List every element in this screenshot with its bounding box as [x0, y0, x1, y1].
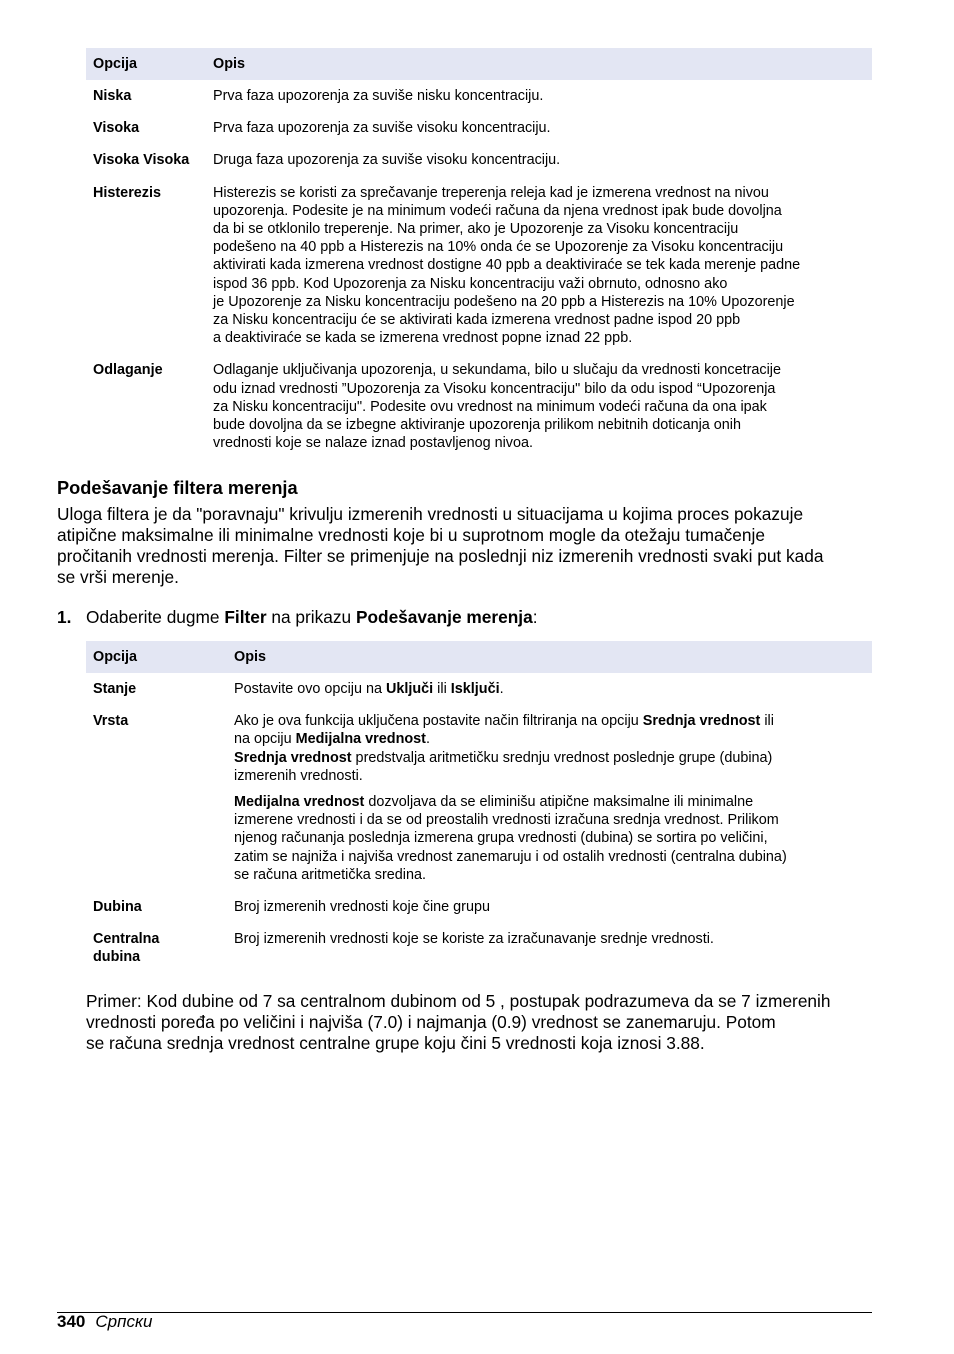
section-heading: Podešavanje filtera merenja: [57, 478, 298, 498]
intro-line: atipične maksimalne ili minimalne vrednosti koje bi u suprotnom mogle da otežaju tumačenje: [57, 525, 765, 545]
footer-divider: [57, 1312, 872, 1313]
column-header-option: Opcija: [86, 48, 206, 80]
description-line: bude dovoljna da se izbegne aktiviranje upozorenja prilikom nebitnih doticanja onih: [213, 417, 742, 434]
column-header-option: Opcija: [86, 641, 227, 673]
text-part: .: [499, 681, 504, 697]
option-name: Histerezis: [93, 184, 161, 201]
step-bold-screen: Podešavanje merenja: [355, 607, 533, 627]
bold-term: Medijalna vrednost: [295, 731, 426, 748]
column-header-description: Opis: [227, 641, 872, 673]
option-description: [227, 673, 872, 705]
option-description: Prva faza upozorenja za suviše nisku koncentraciju.: [213, 88, 544, 104]
intro-line: Uloga filtera je da "poravnaju" krivulju izmerenih vrednosti u situacijama u kojima proces pokazuje: [57, 504, 804, 524]
option-name: [86, 923, 227, 973]
example-line: vrednosti poređa po veličini i najviša (7.0) i najmanja (0.9) vrednost se zanemaruju. Potom: [86, 1012, 776, 1032]
option-name: Vrsta: [93, 713, 129, 730]
description-line: izmerene vrednosti i da se od preostalih vrednosti izračuna srednja vrednost. Prilikom: [234, 812, 779, 829]
option-name: Odlaganje: [93, 362, 163, 379]
table-row: [86, 891, 872, 923]
table-header-row: [86, 641, 872, 673]
description-line: Histerezis se koristi za sprečavanje treperenja releja kad je izmerena vrednost na nivou: [213, 184, 769, 201]
intro-line: pročitanih vrednosti merenja. Filter se primenjuje na poslednji niz izmerenih vrednosti svaki put kada: [57, 546, 824, 566]
option-name-line: dubina: [93, 949, 141, 966]
text-part: .: [425, 731, 430, 748]
bold-term: Srednja vrednost: [234, 749, 352, 766]
step-text: [86, 607, 538, 628]
step-bold-filter: Filter: [224, 607, 267, 627]
step-text-part: na prikazu: [266, 607, 356, 627]
bold-term: Isključi: [450, 681, 500, 697]
description-line: upozorenja. Podesite je na minimum vodeći računa da njena vrednost ipak bude dovoljna: [213, 202, 782, 219]
alarm-options-table: [86, 48, 872, 459]
option-name-line: Centralna: [93, 931, 160, 948]
description-line: njenog računanja poslednja izmerena grupa vrednosti (dubina) se sortira po veličini,: [234, 830, 768, 847]
description-line: je Upozorenje za Nisku koncentraciju podešeno na 20 ppb a Histerezis na 10% Upozorenje: [213, 293, 795, 310]
text-part: predstvalja aritmetičku srednju vrednost poslednje grupe (dubina): [351, 749, 773, 766]
description-line: da bi se otklonilo treperenje. Na primer, ako je Upozorenje za Visoku koncentraciju: [213, 221, 739, 238]
table-row: [86, 112, 872, 144]
option-description: [206, 354, 872, 459]
column-header-description: Opis: [206, 48, 872, 80]
example-paragraph: [86, 991, 876, 1054]
intro-line: se vrši merenje.: [57, 567, 179, 587]
example-line: se računa srednja vrednost centralne grupe koju čini 5 vrednosti koja iznosi 3.88.: [86, 1033, 705, 1053]
option-description: Prva faza upozorenja za suviše visoku koncentraciju.: [213, 120, 551, 137]
description-line: a deaktiviraće se kada se izmerena vrednost popne iznad 22 ppb.: [213, 330, 633, 347]
table-row: [86, 144, 872, 176]
option-name: Visoka: [93, 120, 140, 137]
table-row: [86, 80, 872, 112]
option-description: Broj izmerenih vrednosti koje čine grupu: [234, 899, 490, 916]
description-line: za Nisku koncentraciju će se aktivirati kada izmerena vrednost padne ispod 20 ppb: [213, 312, 741, 329]
table-row: [86, 354, 872, 459]
description-line: ispod 36 ppb. Kod Upozorenja za Nisku koncentraciju važi obrnuto, odnosno ako: [213, 275, 728, 292]
option-description: Broj izmerenih vrednosti koje se koriste za izračunavanje srednje vrednosti.: [234, 931, 714, 948]
description-paragraph: [234, 712, 864, 785]
example-line: Primer: Kod dubine od 7 sa centralnom dubinom od 5 , postupak podrazumeva da se 7 izmerenih: [86, 991, 831, 1011]
filter-options-table: [86, 641, 872, 974]
description-line: za Nisku koncentraciju". Podesite ovu vrednost na minimum vodeći računa da ona ipak: [213, 398, 767, 415]
bold-term: Uključi: [386, 681, 434, 697]
table-row: [86, 705, 872, 891]
text-part: dozvoljava da se eliminišu atipične maksimalne ili minimalne: [364, 794, 754, 811]
option-name: Visoka Visoka: [93, 152, 190, 169]
option-name: Niska: [93, 88, 132, 104]
step-number: 1.: [57, 607, 72, 627]
description-line: zatim se najniža i najviša vrednost zanemaruju i od ostalih vrednosti (centralna dubina): [234, 848, 787, 865]
page-footer: [57, 1312, 152, 1332]
option-description: [227, 705, 872, 891]
option-description: Druga faza upozorenja za suviše visoku koncentraciju.: [213, 152, 561, 169]
page-number: 340: [57, 1312, 86, 1331]
description-paragraph: [234, 793, 864, 884]
description-line: se računa aritmetička sredina.: [234, 866, 426, 883]
option-name: Stanje: [93, 681, 137, 697]
option-name: Dubina: [93, 899, 142, 916]
description-line: odu iznad vrednosti ”Upozorenja za Visoku koncentraciju" bilo da odu ispod “Upozorenja: [213, 380, 776, 397]
bold-term: Srednja vrednost: [642, 713, 761, 730]
option-description: [206, 177, 872, 355]
table-row: [86, 673, 872, 705]
text-part: Ako je ova funkcija uključena postavite način filtriranja na opciju: [234, 713, 643, 730]
description-line: podešeno na 40 ppb a Histerezis na 10% onda će se Upozorenje za Visoku koncentraciju: [213, 239, 784, 256]
description-line: aktivirati kada izmerena vrednost dostigne 40 ppb a deaktiviraće se tek kada merenje padne: [213, 257, 801, 274]
description-line: vrednosti koje se nalaze iznad postavljenog nivoa.: [213, 435, 533, 452]
section-intro: [57, 504, 877, 588]
description-line: Odlaganje uključivanja upozorenja, u sekundama, bilo u slučaju da vrednosti koncetracije: [213, 362, 781, 379]
table-row: [86, 177, 872, 355]
footer-language: Српски: [95, 1312, 153, 1331]
table-header-row: [86, 48, 872, 80]
bold-term: Medijalna vrednost: [234, 794, 365, 811]
text-part: Postavite ovo opciju na: [234, 681, 386, 697]
text-part: ili: [433, 681, 451, 697]
step-text-part: :: [532, 607, 538, 627]
text-part: izmerenih vrednosti.: [234, 767, 363, 784]
text-part: ili: [760, 713, 774, 730]
step-text-part: Odaberite dugme: [86, 607, 225, 627]
table-row: [86, 923, 872, 973]
text-part: na opciju: [234, 731, 296, 748]
